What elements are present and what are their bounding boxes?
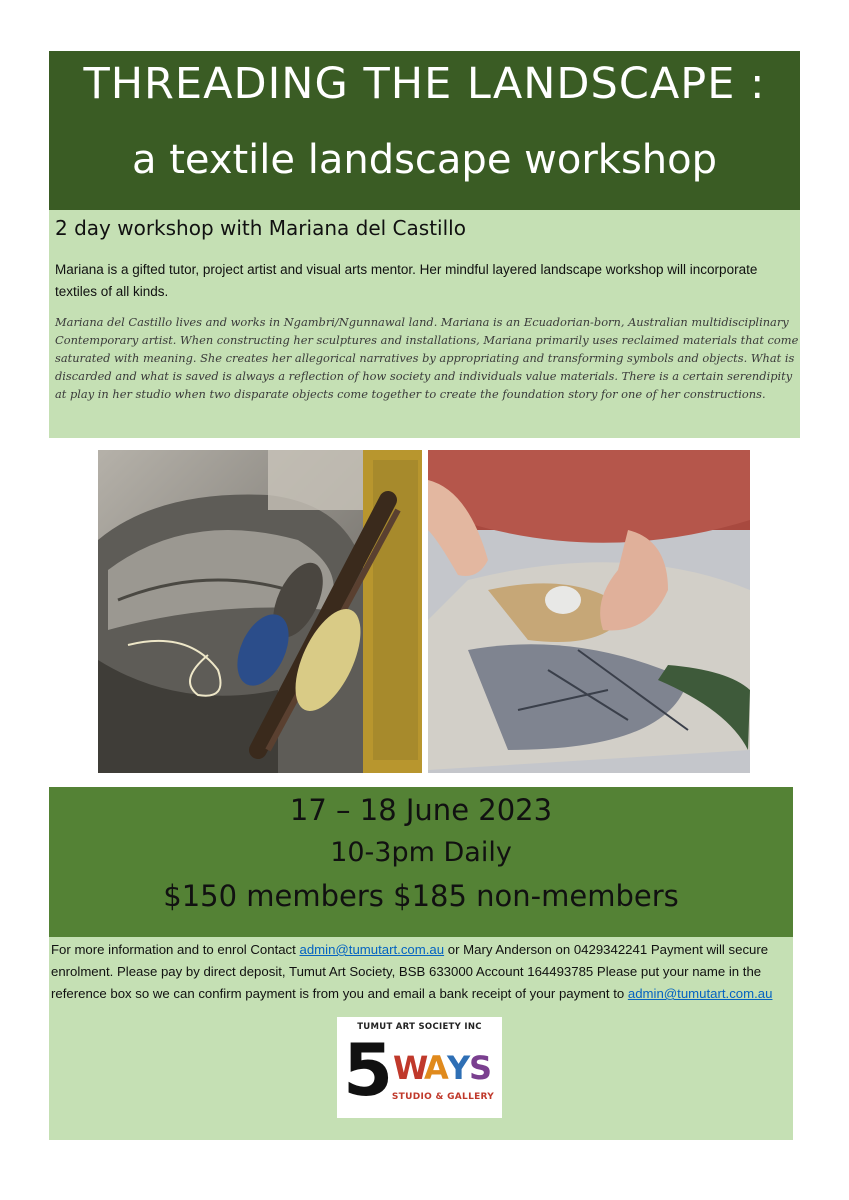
svg-text:A: A	[424, 1049, 449, 1087]
logo-org-name: TUMUT ART SOCIETY INC	[357, 1022, 482, 1032]
title-banner	[49, 51, 800, 210]
event-dates: 17 – 18 June 2023	[289, 793, 553, 827]
receipt-email-link[interactable]: admin@tumutart.com.au	[627, 986, 773, 1001]
workshop-info-panel	[49, 210, 800, 438]
enrolment-text-part2: or Mary Anderson on 0429342241 Payment will secure enrolment. Please pay by direct deposit, Tumut Art Society, BSB 633000 Account 164493785 Please put your name in the reference box so we can confirm payment is from you and email a bank receipt of your payment to	[51, 942, 769, 1001]
tumut-art-society-logo	[337, 1017, 502, 1118]
intro-paragraph: Mariana is a gifted tutor, project artist and visual arts mentor. Her mindful layered landscape workshop will incorporate textiles of all kinds.	[55, 262, 758, 299]
page-title: THREADING THE LANDSCAPE :	[83, 59, 766, 109]
event-times: 10-3pm Daily	[330, 837, 512, 868]
enrolment-panel	[49, 937, 793, 1140]
enrolment-text	[51, 939, 791, 1005]
logo-studio-gallery: STUDIO & GALLERY	[391, 1092, 495, 1102]
svg-text:Y: Y	[447, 1049, 471, 1087]
workshop-subtitle: 2 day workshop with Mariana del Castillo	[55, 216, 466, 240]
svg-text:S: S	[469, 1049, 493, 1087]
event-price: $150 members $185 non-members	[163, 879, 679, 913]
svg-text:W: W	[393, 1049, 429, 1087]
event-details-banner	[49, 787, 793, 937]
page-subtitle: a textile landscape workshop	[132, 137, 717, 183]
stitching-hands-photo	[428, 450, 750, 773]
five-ways-logo-mark	[337, 1017, 502, 1118]
textile-artwork-photo	[98, 450, 422, 773]
svg-text:5: 5	[343, 1028, 394, 1112]
enrolment-text-part1: For more information and to enrol Contact	[51, 942, 300, 957]
contact-email-link[interactable]: admin@tumutart.com.au	[299, 942, 445, 957]
artist-bio: Mariana del Castillo lives and works in Ngambri/Ngunnawal land. Mariana is an Ecuadorian-born, Australian multidisciplinary Contemporary artist. When constructing her sculptures and installations, Mariana primarily uses reclaimed materials that come saturated with meaning. She creates her allegorical narratives by appropriating and transforming symbols and objects. What is discarded and what is saved is always a reflection of how society and individuals value materials. There is a certain serendipity at play in her studio when two disparate objects come together to create the foundation story for one of her constructions.	[55, 315, 799, 401]
